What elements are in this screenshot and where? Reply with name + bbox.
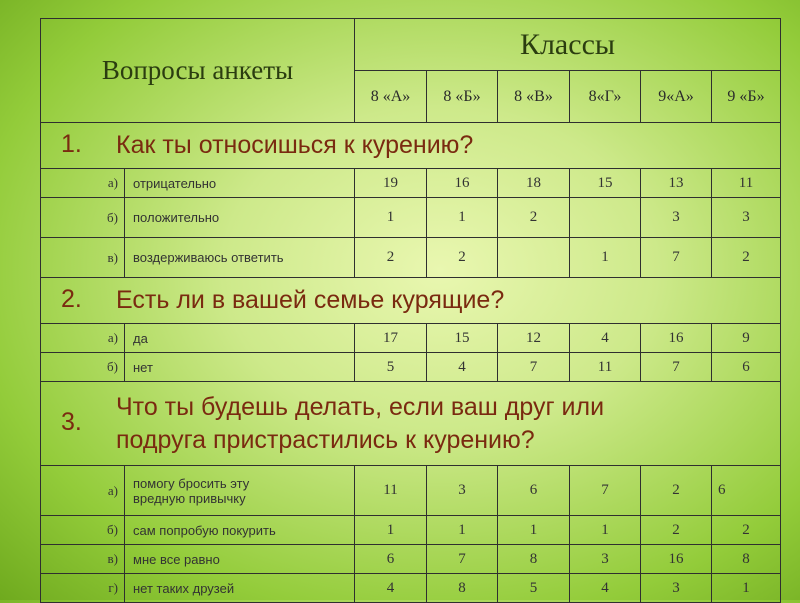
table-row [41,324,781,353]
question-line: подруга пристрастились к курению? [116,425,535,454]
question-line: Что ты будешь делать, если ваш друг или [116,392,605,421]
value-cell: 2 [641,516,712,545]
value-cell: 16 [427,169,498,198]
value-cell: 4 [427,353,498,382]
question-number: 1. [61,130,82,159]
answer-text: нет [125,353,355,382]
value-cell [570,198,641,238]
value-cell: 4 [570,324,641,353]
value-cell: 3 [641,574,712,603]
value-cell: 8 [427,574,498,603]
class-header: 9 «Б» [712,71,781,123]
answer-letter: а) [41,466,125,516]
value-cell: 1 [355,516,427,545]
table-row [41,353,781,382]
value-cell: 7 [498,353,570,382]
value-cell: 17 [355,324,427,353]
survey-table [40,18,781,603]
question-cell [41,123,781,169]
value-cell: 5 [498,574,570,603]
question-number: 3. [61,408,82,437]
question-row [41,382,781,466]
value-cell: 2 [498,198,570,238]
question-cell [41,382,781,466]
classes-header: Классы [355,19,781,71]
value-cell: 3 [427,466,498,516]
value-cell: 7 [641,353,712,382]
question-text: Есть ли в вашей семье курящие? [116,286,505,314]
answer-text: сам попробую покурить [125,516,355,545]
value-cell: 18 [498,169,570,198]
value-cell: 3 [641,198,712,238]
value-cell: 4 [355,574,427,603]
value-cell: 1 [570,238,641,278]
value-cell: 3 [570,545,641,574]
answer-letter: в) [41,238,125,278]
value-cell [498,238,570,278]
answer-letter: а) [41,169,125,198]
answer-text: положительно [125,198,355,238]
value-cell: 1 [427,198,498,238]
class-header: 8 «Б» [427,71,498,123]
value-cell: 2 [641,466,712,516]
answer-text: нет таких друзей [125,574,355,603]
value-cell: 6 [355,545,427,574]
answer-letter: г) [41,574,125,603]
value-cell: 7 [427,545,498,574]
value-cell: 3 [712,198,781,238]
class-header: 8«Г» [570,71,641,123]
table-row [41,238,781,278]
answer-letter: в) [41,545,125,574]
value-cell: 6 [712,466,781,516]
answer-line: помогу бросить эту [133,475,250,491]
value-cell: 1 [355,198,427,238]
question-text [116,391,604,457]
table-row [41,169,781,198]
value-cell: 2 [712,238,781,278]
value-cell: 11 [570,353,641,382]
table-row [41,516,781,545]
question-cell [41,278,781,324]
value-cell: 7 [641,238,712,278]
answer-letter: а) [41,324,125,353]
value-cell: 1 [712,574,781,603]
class-header: 9«А» [641,71,712,123]
value-cell: 6 [712,353,781,382]
answer-text: да [125,324,355,353]
value-cell: 15 [570,169,641,198]
question-row [41,278,781,324]
value-cell: 1 [498,516,570,545]
answer-text: воздерживаюсь ответить [125,238,355,278]
header-row [41,19,781,71]
value-cell: 2 [712,516,781,545]
value-cell: 2 [427,238,498,278]
question-number: 2. [61,285,82,314]
class-header: 8 «В» [498,71,570,123]
value-cell: 7 [570,466,641,516]
table-row [41,545,781,574]
value-cell: 16 [641,545,712,574]
value-cell: 16 [641,324,712,353]
value-cell: 6 [498,466,570,516]
value-cell: 15 [427,324,498,353]
answer-line: вредную привычку [133,490,246,506]
value-cell: 8 [712,545,781,574]
answer-letter: б) [41,198,125,238]
answer-letter: б) [41,516,125,545]
value-cell: 4 [570,574,641,603]
value-cell: 19 [355,169,427,198]
value-cell: 1 [427,516,498,545]
answer-text: мне все равно [125,545,355,574]
value-cell: 1 [570,516,641,545]
table-row [41,198,781,238]
value-cell: 11 [712,169,781,198]
question-text: Как ты относишься к курению? [116,131,474,159]
value-cell: 9 [712,324,781,353]
value-cell: 12 [498,324,570,353]
class-header: 8 «А» [355,71,427,123]
answer-text: отрицательно [125,169,355,198]
value-cell: 5 [355,353,427,382]
value-cell: 13 [641,169,712,198]
question-row [41,123,781,169]
value-cell: 2 [355,238,427,278]
value-cell: 8 [498,545,570,574]
answer-letter: б) [41,353,125,382]
value-cell: 11 [355,466,427,516]
table-row [41,466,781,516]
answer-text [125,466,355,516]
questions-header: Вопросы анкеты [41,19,355,123]
table-row [41,574,781,603]
